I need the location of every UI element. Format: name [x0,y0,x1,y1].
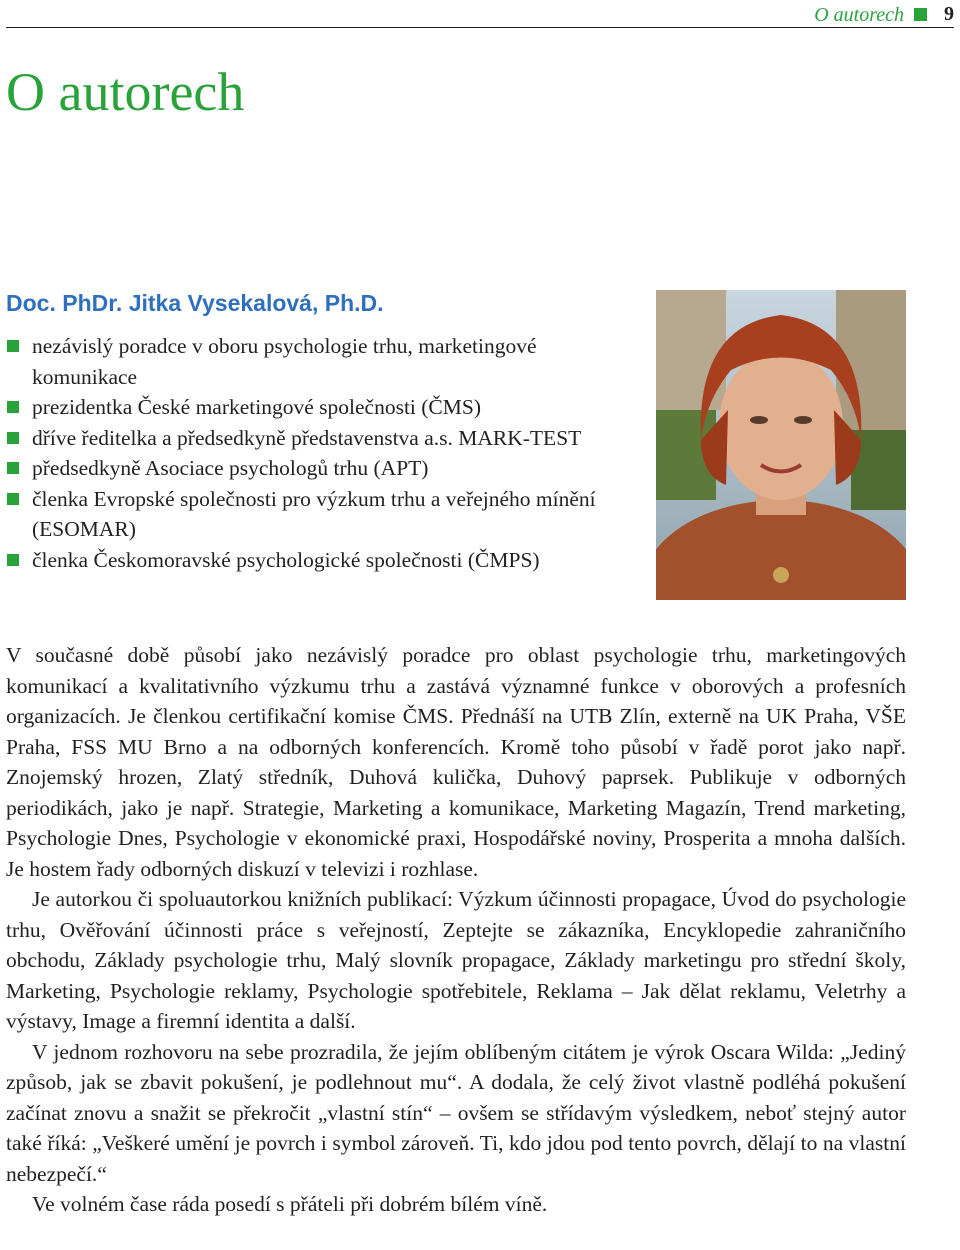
bio-paragraph: Ve volném čase ráda posedí s přáteli při dobrém bílém víně. [32,1192,548,1216]
role-text: prezidentka České marketingové společnosti (ČMS) [32,395,482,419]
role-text: členka Evropské společnosti pro výzkum trhu a veřejného mínění (ESOMAR) [32,486,596,541]
bio-paragraph: Je autorkou či spoluautorkou knižních publikací: Výzkum účinnosti propagace, Úvod do psychologie trhu, Ověřování účinnosti práce s veřejností, Zeptejte se zákazníka, Encyklopedie zahraničního obchodu, Základy psychologie trhu, Malý slovník propagace, Základy marketingu pro střední školy, Marketing, Psychologie reklamy, Psychologie spotřebitele, Reklama – Jak dělat reklamu, Veletrhy a výstavy, Image a firemní identita a další. [6,887,906,1033]
list-item [6,392,636,423]
list-item [6,331,636,392]
square-bullet-icon [7,401,19,413]
list-item [6,545,636,576]
running-header [0,0,960,30]
role-text: členka Českomoravské psychologické společnosti (ČMPS) [32,547,540,572]
author-photo [656,290,906,600]
role-text: dříve ředitelka a předsedkyně představenstva a.s. MARK-TEST [32,425,582,450]
header-rule [6,27,954,28]
list-item [6,484,636,545]
list-item [6,453,636,484]
author-roles-list [6,331,636,575]
page-number: 9 [944,3,954,25]
role-text: nezávislý poradce v oboru psychologie trhu, marketingové komunikace [32,334,537,389]
square-bullet-icon [7,432,19,444]
bio-paragraph: V současné době působí jako nezávislý poradce pro oblast psychologie trhu, marketingových komunikací a kvalitativního výzkumu trhu a zastává významné funkce v oborových a profesních organizacích. Je členkou certifikační komise ČMS. Přednáší na UTB Zlín, externě na UK Praha, VŠE Praha, FSS MU Brno a na odborných konferencích. Kromě toho působí v řadě porot jako např. Znojemský hrozen, Zlatý středník, Duhová kulička, Duhový paprsek. Publikuje v odborných periodikách, jako je např. Strategie, Marketing a komunikace, Marketing Magazín, Trend marketing, Psychologie Dnes, Psychologie v ekonomické praxi, Hospodářské noviny, Prosperita a mnoha dalších. Je hostem řady odborných diskuzí v televizi i rozhlase. [6,643,906,881]
author-name: Doc. PhDr. Jitka Vysekalová, Ph.D. [6,290,384,316]
header-square-marker [914,8,927,21]
chapter-title: O autorech [6,62,245,122]
role-text: předsedkyně Asociace psychologů trhu (APT) [32,456,429,480]
list-item [6,423,636,454]
square-bullet-icon [7,554,19,566]
square-bullet-icon [7,462,19,474]
square-bullet-icon [7,493,19,505]
running-header-section: O autorech [814,4,904,26]
square-bullet-icon [7,340,19,352]
author-biography [6,640,906,1220]
bio-paragraph: V jednom rozhovoru na sebe prozradila, že jejím oblíbeným citátem je výrok Oscara Wilda: „Jediný způsob, jak se zbavit pokušení, je podlehnout mu“. A dodala, že celý život vlastně podléhá pokušení začínat znovu a snažit se překročit „vlastní stín“ – ovšem se střídavým výsledkem, neboť stejný autor také říká: „Veškeré umění je povrch i symbol zároveň. Ti, kdo jdou pod tento povrch, dělají to na vlastní nebezpečí.“ [6,1039,906,1186]
